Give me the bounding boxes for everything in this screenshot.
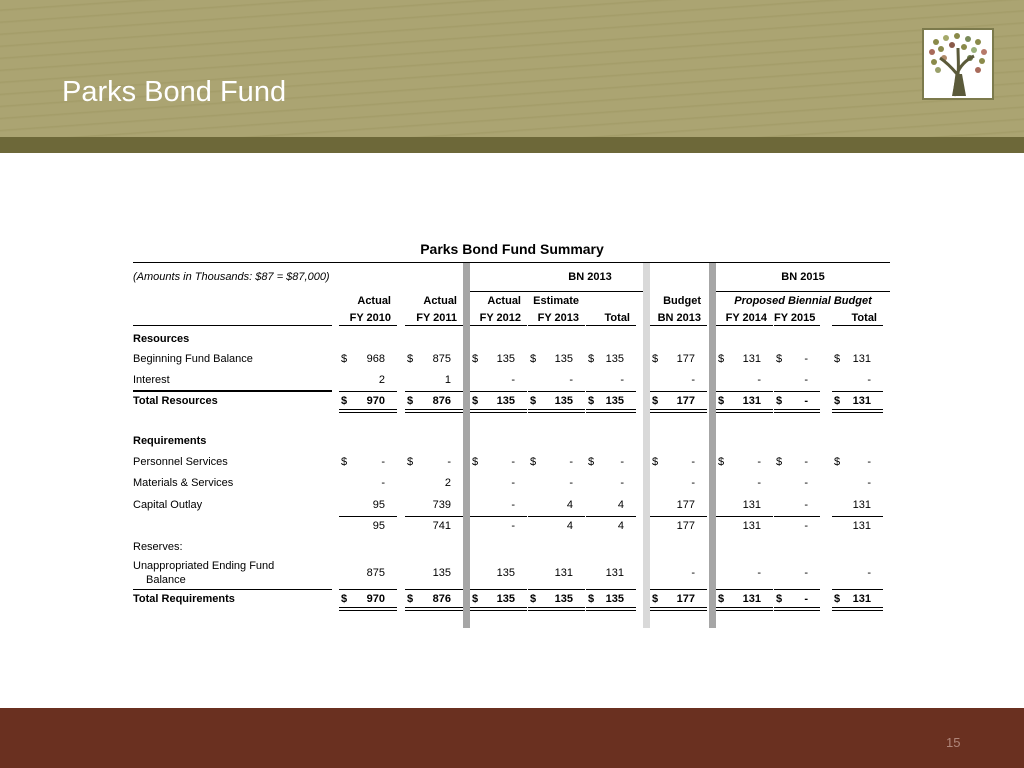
table-cell: 95 — [372, 520, 385, 532]
dollar-sign: $ — [834, 593, 841, 605]
rule-total-double — [339, 607, 397, 611]
dollar-sign: $ — [652, 395, 659, 407]
rule-total-top — [586, 391, 636, 392]
dollar-sign: $ — [407, 395, 414, 407]
dollar-sign: $ — [588, 593, 595, 605]
row-label: Total Resources — [133, 395, 218, 407]
table-cell: - — [804, 353, 808, 365]
table-cell: 135 — [554, 593, 573, 605]
table-cell: - — [691, 567, 695, 579]
table-cell: 135 — [554, 353, 573, 365]
table-cell: 177 — [676, 520, 695, 532]
row-label: Requirements — [133, 435, 207, 447]
dollar-sign: $ — [341, 395, 348, 407]
rule-bn2015 — [716, 291, 890, 292]
rule-total-top — [774, 391, 820, 392]
column-header-bottom: Total — [604, 312, 630, 324]
table-cell: 131 — [605, 567, 624, 579]
row-label: Materials & Services — [133, 477, 234, 489]
table-cell: 135 — [496, 593, 515, 605]
table-cell: - — [447, 456, 451, 468]
page-number: 15 — [946, 735, 961, 750]
table-cell: - — [381, 456, 385, 468]
rule-header-col — [832, 325, 883, 326]
table-cell: - — [569, 374, 573, 386]
row-label: Personnel Services — [133, 456, 228, 468]
slide-title: Parks Bond Fund — [62, 76, 287, 108]
row-label: Resources — [133, 333, 190, 345]
dollar-sign: $ — [472, 456, 479, 468]
table-cell: 131 — [852, 499, 871, 511]
table-cell: 741 — [432, 520, 451, 532]
dollar-sign: $ — [718, 593, 725, 605]
tree-logo — [922, 28, 994, 100]
header-band — [0, 0, 1024, 137]
rule-total-double — [716, 409, 773, 413]
table-cell: 131 — [554, 567, 573, 579]
table-cell: - — [867, 456, 871, 468]
rule-subtotal-top — [774, 516, 820, 517]
dollar-sign: $ — [718, 353, 725, 365]
header-strip — [0, 137, 1024, 153]
table-cell: 739 — [432, 499, 451, 511]
table-cell: 135 — [496, 395, 515, 407]
rule-subtotal-top — [650, 516, 707, 517]
rule-bn2013 — [470, 291, 643, 292]
dollar-sign: $ — [407, 593, 414, 605]
table-cell: 131 — [852, 520, 871, 532]
column-header-bottom: Total — [851, 312, 877, 324]
rule-total-double — [832, 607, 883, 611]
rule-total-top — [528, 589, 585, 590]
table-cell: 970 — [366, 395, 385, 407]
table-cell: 177 — [676, 353, 695, 365]
rule-total-double — [528, 607, 585, 611]
table-cell: 135 — [432, 567, 451, 579]
table-cell: - — [381, 477, 385, 489]
rule-total-top — [650, 589, 707, 590]
column-separator — [643, 263, 650, 628]
table-cell: - — [757, 456, 761, 468]
table-cell: 131 — [742, 395, 761, 407]
dollar-sign: $ — [472, 593, 479, 605]
column-separator — [709, 263, 716, 628]
column-header-bottom: FY 2012 — [479, 312, 521, 324]
table-title: Parks Bond Fund Summary — [420, 241, 604, 257]
rule-total-top — [586, 589, 636, 590]
rule-total-top — [832, 589, 883, 590]
table-cell: 95 — [372, 499, 385, 511]
table-cell: 135 — [605, 593, 624, 605]
column-header-bottom: FY 2014 — [725, 312, 767, 324]
table-cell: 177 — [676, 395, 695, 407]
table-cell: 135 — [496, 353, 515, 365]
table-cell: - — [867, 567, 871, 579]
dollar-sign: $ — [652, 593, 659, 605]
amounts-note: (Amounts in Thousands: $87 = $87,000) — [133, 271, 330, 283]
table-cell: 135 — [496, 567, 515, 579]
group-header-bn2013: BN 2013 — [568, 271, 612, 283]
column-header-bottom: FY 2015 — [774, 312, 816, 324]
rule-header-col — [470, 325, 527, 326]
table-cell: 177 — [676, 499, 695, 511]
dollar-sign: $ — [530, 353, 537, 365]
table-cell: - — [511, 499, 515, 511]
table-cell: - — [804, 593, 808, 605]
table-cell: 970 — [366, 593, 385, 605]
rule-total-top — [133, 589, 332, 590]
rule-subtotal-top — [586, 516, 636, 517]
dollar-sign: $ — [776, 395, 783, 407]
dollar-sign: $ — [341, 593, 348, 605]
row-label: Interest — [133, 374, 170, 386]
rule-total-double — [470, 409, 527, 413]
table-cell: 875 — [432, 353, 451, 365]
table-cell: 2 — [444, 477, 451, 489]
dollar-sign: $ — [776, 593, 783, 605]
rule-header-col — [528, 325, 585, 326]
table-cell: - — [804, 567, 808, 579]
table-cell: - — [620, 477, 624, 489]
footer-band — [0, 708, 1024, 768]
rule-total-top — [716, 589, 773, 590]
rule-total-double — [774, 409, 820, 413]
table-cell: - — [757, 374, 761, 386]
table-cell: 131 — [742, 353, 761, 365]
column-header-top: Actual — [423, 295, 457, 307]
rule-total-double — [832, 409, 883, 413]
table-cell: 131 — [852, 395, 871, 407]
rule-subtotal-top — [405, 516, 463, 517]
table-cell: - — [691, 456, 695, 468]
rule-total-double — [586, 409, 636, 413]
row-label: Unappropriated Ending Fund — [133, 560, 275, 572]
dollar-sign: $ — [472, 395, 479, 407]
table-cell: - — [569, 456, 573, 468]
dollar-sign: $ — [652, 456, 659, 468]
column-header-top: Actual — [357, 295, 391, 307]
table-cell: 135 — [605, 395, 624, 407]
table-cell: - — [511, 520, 515, 532]
dollar-sign: $ — [718, 456, 725, 468]
dollar-sign: $ — [407, 353, 414, 365]
table-cell: - — [757, 477, 761, 489]
dollar-sign: $ — [834, 395, 841, 407]
rule-total-top — [470, 391, 527, 392]
table-cell: - — [691, 477, 695, 489]
column-header-bottom: FY 2010 — [349, 312, 391, 324]
table-cell: 131 — [852, 593, 871, 605]
table-cell: - — [620, 456, 624, 468]
rule-header-col — [650, 325, 707, 326]
table-cell: 177 — [676, 593, 695, 605]
rule-total-top — [339, 391, 397, 392]
rule-total-double — [405, 607, 463, 611]
rule-total-double — [470, 607, 527, 611]
dollar-sign: $ — [834, 456, 841, 468]
rule-total-double — [650, 409, 707, 413]
rule-subtotal-top — [528, 516, 585, 517]
dollar-sign: $ — [834, 353, 841, 365]
rule-total-double — [339, 409, 397, 413]
rule-label-col — [133, 325, 332, 326]
column-header-bottom: FY 2011 — [416, 312, 457, 324]
rule-total-top — [339, 589, 397, 590]
table-cell: 131 — [852, 353, 871, 365]
table-cell: 4 — [566, 520, 573, 532]
row-label: Balance — [146, 574, 186, 586]
table-cell: 2 — [378, 374, 385, 386]
table-cell: 968 — [366, 353, 385, 365]
rule-total-top — [470, 589, 527, 590]
column-header-top: Estimate — [533, 295, 579, 307]
dollar-sign: $ — [530, 593, 537, 605]
table-cell: 1 — [444, 374, 451, 386]
table-cell: - — [757, 567, 761, 579]
rule-total-top — [774, 589, 820, 590]
dollar-sign: $ — [530, 395, 537, 407]
dollar-sign: $ — [776, 353, 783, 365]
rule-total-double — [650, 607, 707, 611]
row-label: Reserves: — [133, 541, 183, 553]
column-header-top: Actual — [487, 295, 521, 307]
rule-total-top — [650, 391, 707, 392]
dollar-sign: $ — [472, 353, 479, 365]
row-label: Total Requirements — [133, 593, 235, 605]
rule-subtotal-top — [470, 516, 527, 517]
rule-top — [133, 262, 890, 263]
table-cell: - — [620, 374, 624, 386]
rule-total-double — [774, 607, 820, 611]
dollar-sign: $ — [718, 395, 725, 407]
rule-total-double — [716, 607, 773, 611]
dollar-sign: $ — [341, 353, 348, 365]
table-cell: - — [511, 374, 515, 386]
dollar-sign: $ — [588, 456, 595, 468]
table-cell: 131 — [742, 499, 761, 511]
table-cell: 135 — [605, 353, 624, 365]
rule-subtotal-top — [339, 516, 397, 517]
rule-total-top — [716, 391, 773, 392]
table-cell: 876 — [432, 395, 451, 407]
rule-header-col — [716, 325, 773, 326]
column-header-bottom: BN 2013 — [657, 312, 701, 324]
rule-header-col — [339, 325, 397, 326]
table-cell: 131 — [742, 520, 761, 532]
rule-subtotal-top — [832, 516, 883, 517]
rule-header-col — [774, 325, 820, 326]
row-label: Capital Outlay — [133, 499, 203, 511]
table-cell: - — [804, 395, 808, 407]
dollar-sign: $ — [588, 395, 595, 407]
rule-total-double — [586, 607, 636, 611]
table-cell: 131 — [742, 593, 761, 605]
column-header-top: Budget — [663, 295, 701, 307]
rule-header-col — [586, 325, 636, 326]
dollar-sign: $ — [776, 456, 783, 468]
tree-icon — [924, 30, 992, 98]
row-label: Beginning Fund Balance — [133, 353, 253, 365]
dollar-sign: $ — [341, 456, 348, 468]
column-separator — [463, 263, 470, 628]
group-header-bn2015: BN 2015 — [781, 271, 825, 283]
table-cell: 876 — [432, 593, 451, 605]
table-cell: 4 — [617, 499, 624, 511]
table-cell: - — [804, 456, 808, 468]
table-cell: - — [867, 374, 871, 386]
table-cell: - — [804, 477, 808, 489]
rule-total-top — [528, 391, 585, 392]
table-cell: 4 — [566, 499, 573, 511]
rule-subtotal-top — [716, 516, 773, 517]
proposed-biennial-budget-label: Proposed Biennial Budget — [734, 295, 872, 307]
table-cell: - — [804, 499, 808, 511]
table-cell: - — [804, 374, 808, 386]
rule-total-top — [405, 589, 463, 590]
rule-total-top — [405, 391, 463, 392]
table-cell: 875 — [366, 567, 385, 579]
table-cell: - — [804, 520, 808, 532]
table-cell: - — [867, 477, 871, 489]
rule-total-top — [832, 391, 883, 392]
dollar-sign: $ — [407, 456, 414, 468]
dollar-sign: $ — [652, 353, 659, 365]
table-cell: 135 — [554, 395, 573, 407]
rule-total-double — [405, 409, 463, 413]
column-header-bottom: FY 2013 — [537, 312, 579, 324]
table-cell: 4 — [617, 520, 624, 532]
table-cell: - — [511, 456, 515, 468]
table-cell: - — [691, 374, 695, 386]
table-cell: - — [511, 477, 515, 489]
dollar-sign: $ — [530, 456, 537, 468]
rule-total-top — [133, 391, 332, 392]
rule-total-double — [528, 409, 585, 413]
dollar-sign: $ — [588, 353, 595, 365]
table-cell: - — [569, 477, 573, 489]
rule-header-col — [405, 325, 463, 326]
